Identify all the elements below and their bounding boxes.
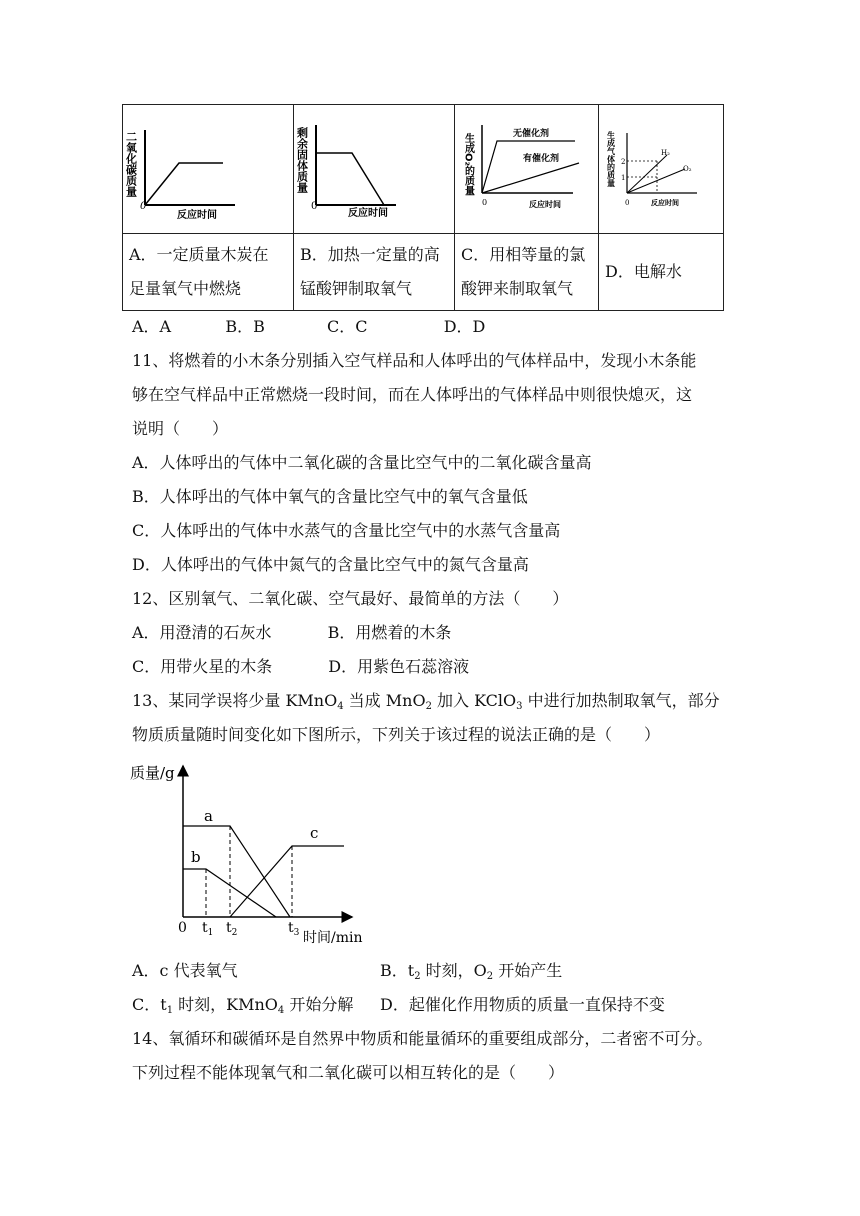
option-d-line1: D．电解水 [605, 262, 682, 281]
q13-sub-4: 4 [337, 701, 344, 712]
q11-option-b: B．人体呼出的气体中氧气的含量比空气中的氧气含量低 [132, 487, 528, 506]
q11-option-a: A．人体呼出的气体中二氧化碳的含量比空气中的二氧化碳含量高 [132, 453, 592, 472]
q10-choice-d: D．D [443, 317, 486, 336]
option-a-line2: 足量氧气中燃烧 [129, 279, 242, 298]
graph-d-tick-2: 2 [621, 158, 626, 166]
q13-option-a: A．c 代表氧气 [132, 961, 238, 980]
q13-t2-label: $t_2$ [226, 920, 238, 938]
graph-b-origin: 0 [311, 201, 318, 212]
option-a-line1: A．一定质量木炭在 [129, 245, 269, 264]
graph-a-cell [123, 105, 294, 234]
graph-c-origin: 0 [482, 198, 488, 207]
graph-d-h2-label: H₂ [661, 149, 670, 157]
graph-b-xlabel: 反应时间 [348, 208, 388, 219]
q13-xlabel: 时间/min [303, 930, 363, 946]
q13-stem-part3: 加入 KClO [431, 691, 517, 710]
option-c-line1: C．用相等量的氯 [461, 245, 586, 264]
q13-sub-2: 2 [425, 701, 432, 712]
graph-d-ylabel: 生成气体的质量 [606, 131, 616, 187]
q13-label-a: a [204, 807, 213, 825]
q10-choice-c: C．C [327, 317, 368, 336]
q13-stem-line2: 物质质量随时间变化如下图所示，下列关于该过程的说法正确的是（ ） [132, 725, 661, 744]
q13-label-c: c [310, 824, 319, 842]
q13-ylabel: 质量/g [130, 764, 175, 782]
graph-c-xlabel: 反应时间 [529, 200, 561, 209]
graph-c-label-no-catalyst: 无催化剂 [513, 129, 550, 139]
q10-choice-a: A．A [132, 317, 172, 336]
q10-options-table [122, 104, 724, 311]
graph-b-ylabel: 剩余固体质量 [295, 127, 309, 193]
q11-option-d: D．人体呼出的气体中氮气的含量比空气中的氮气含量高 [132, 555, 529, 574]
graph-b [294, 105, 454, 229]
graph-a-xlabel: 反应时间 [177, 210, 217, 221]
q13-line-c [230, 846, 344, 917]
q12-option-a: A．用澄清的石灰水 [132, 623, 272, 642]
q13-stem-line1 [132, 690, 720, 718]
graph-d [599, 105, 723, 229]
option-c-caption [455, 234, 599, 311]
graph-c [455, 105, 598, 229]
q13-sub-3: 3 [516, 701, 523, 712]
q13-stem-part2: 当成 MnO [343, 691, 426, 710]
graph-a [123, 105, 293, 229]
graph-c-cell [455, 105, 599, 234]
q12-option-b: B．用燃着的木条 [327, 623, 452, 642]
q12-option-c: C．用带火星的木条 [132, 657, 273, 676]
q13-t1-label: $t_1$ [202, 920, 214, 938]
q13-option-c: C．$t_1$ 时刻，KMnO$_4$ 开始分解 [132, 995, 354, 1016]
option-b-line1: B．加热一定量的高 [300, 245, 440, 264]
q14-stem-line1: 14、氧循环和碳循环是自然界中物质和能量循环的重要组成部分，二者密不可分。 [132, 1029, 713, 1048]
option-d-caption [599, 234, 724, 311]
q12-options-row2 [132, 656, 469, 678]
q11-option-c: C．人体呼出的气体中水蒸气的含量比空气中的水蒸气含量高 [132, 521, 561, 540]
q13-stem-part1: 13、某同学误将少量 KMnO [132, 691, 338, 710]
graph-c-ylabel: 生成O₂的质量 [462, 133, 474, 196]
graph-d-o2-label: O₂ [683, 165, 692, 173]
q10-choices [132, 316, 485, 338]
graph-d-tick-1: 1 [621, 174, 626, 182]
q13-line-a [183, 826, 290, 917]
graph-c-label-catalyst: 有催化剂 [523, 154, 560, 164]
q13-stem-part4: 中进行加热制取氧气，部分 [522, 691, 720, 710]
q11-stem-line2: 够在空气样品中正常燃烧一段时间，而在人体呼出的气体样品中则很快熄灭，这 [132, 385, 693, 404]
option-c-line2: 酸钾来制取氧气 [461, 279, 574, 298]
option-b-caption [294, 234, 455, 311]
q13-label-b: b [191, 848, 201, 866]
graph-a-origin: 0 [140, 201, 147, 212]
q12-stem: 12、区别氧气、二氧化碳、空气最好、最简单的方法（ ） [132, 589, 569, 608]
graph-b-cell [294, 105, 455, 234]
q13-option-b: B．$t_2$ 时刻，$O_2$ 开始产生 [380, 961, 563, 982]
q13-option-d: D．起催化作用物质的质量一直保持不变 [380, 995, 665, 1014]
q11-stem-line1: 11、将燃着的小木条分别插入空气样品和人体呼出的气体样品中，发现小木条能 [132, 351, 697, 370]
q11-stem-line3: 说明（ ） [132, 419, 229, 438]
option-b-line2: 锰酸钾制取氧气 [300, 279, 413, 298]
q12-option-d: D．用紫色石蕊溶液 [328, 657, 470, 676]
q13-origin: 0 [178, 920, 187, 936]
q13-mass-time-chart [128, 758, 378, 948]
option-a-caption [123, 234, 294, 311]
graph-d-origin: 0 [625, 199, 630, 207]
graph-a-ylabel: 二氧化碳质量 [124, 131, 138, 197]
q13-t3-label: $t_3$ [288, 920, 300, 938]
graph-d-xlabel: 反应时间 [651, 199, 679, 207]
q10-choice-b: B．B [225, 317, 265, 336]
q12-options-row1 [132, 622, 451, 644]
graph-d-cell [599, 105, 724, 234]
q14-stem-line2: 下列过程不能体现氧气和二氧化碳可以相互转化的是（ ） [132, 1063, 565, 1082]
